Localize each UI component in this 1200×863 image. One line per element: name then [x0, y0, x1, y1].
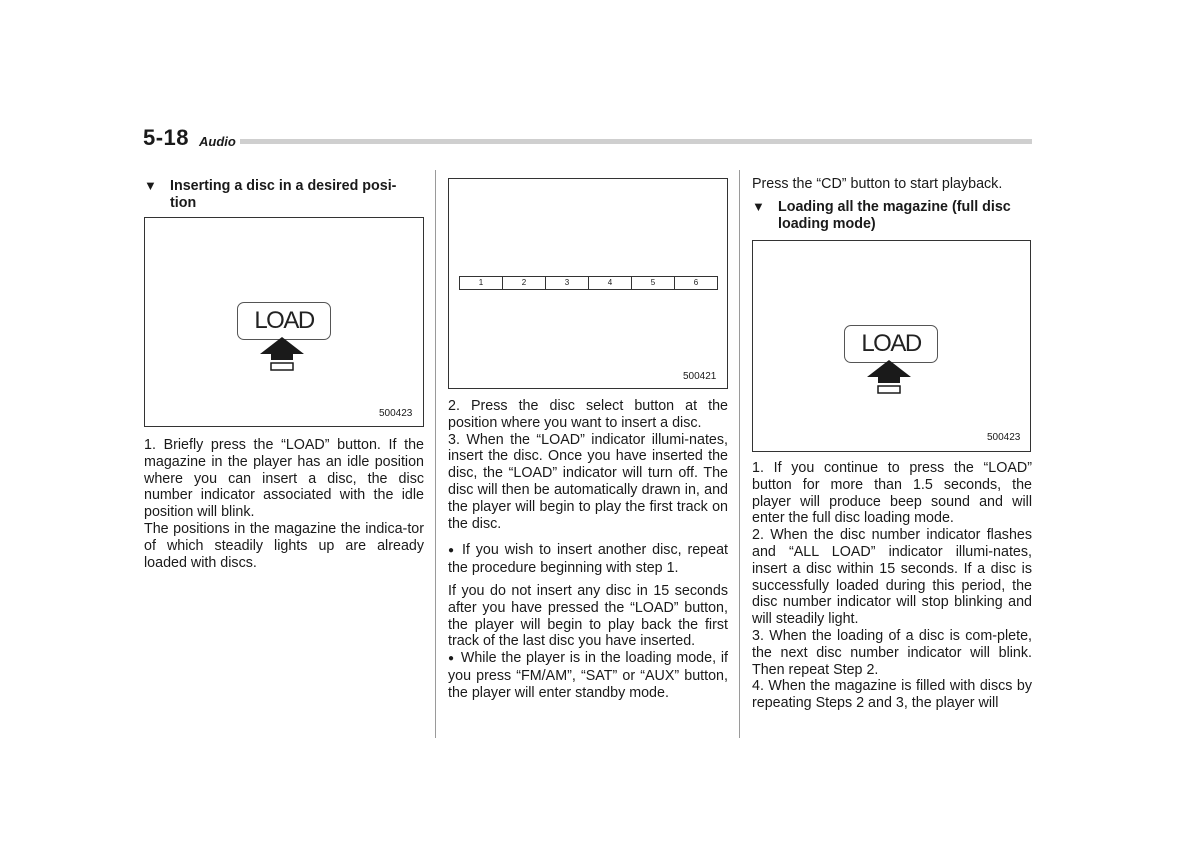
- column-1: [144, 178, 424, 212]
- header-rule: [240, 139, 1032, 144]
- figure-code: 500421: [683, 371, 717, 382]
- paragraph: 3. When the “LOAD” indicator illumi-nates, insert the disc. Once you have inserted the disc, the “LOAD” indicator will turn off. The disc will then be automatically drawn in, and the player will begin to play the first track on the disc.: [448, 431, 728, 532]
- paragraph: 4. When the magazine is filled with discs by repeating Steps 2 and 3, the player will: [752, 678, 1032, 712]
- figure-load-button: [144, 217, 424, 427]
- disc-slot-strip: [459, 276, 718, 290]
- heading-text: Inserting a disc in a desired posi- tion: [170, 178, 397, 211]
- up-arrow-icon: [864, 359, 914, 395]
- column-3: [752, 176, 1032, 232]
- section-title: Audio: [199, 134, 236, 149]
- paragraph: 2. When the disc number indicator flashes and “ALL LOAD” indicator illumi-nates, insert a disc within 15 seconds. If a disc is successfully loaded during this period, the disc number indicator will stop blinking and will steadily light.: [752, 527, 1032, 628]
- paragraph: 3. When the loading of a disc is com-plete, the next disc number indicator will blink. Then repeat Step 2.: [752, 627, 1032, 678]
- figure-load-button: [752, 240, 1031, 452]
- bullet-paragraph: [448, 650, 728, 701]
- disc-slot: 4: [589, 277, 632, 289]
- paragraph: The positions in the magazine the indica-tor of which steadily lights up are already loaded with discs.: [144, 520, 424, 571]
- figure-disc-slots: [448, 178, 728, 389]
- triangle-bullet-icon: ▼: [144, 178, 157, 193]
- figure-code: 500423: [379, 408, 413, 419]
- paragraph-text: While the player is in the loading mode, if you press “FM/AM”, “SAT” or “AUX” button, the player will enter standby mode.: [448, 650, 728, 701]
- column-2-body: [448, 398, 728, 702]
- paragraph: 1. Briefly press the “LOAD” button. If the magazine in the player has an idle position where you can insert a disc, the disc number indicator associated with the idle position will blink.: [144, 437, 424, 521]
- bullet-paragraph: [448, 542, 728, 577]
- figure-code: 500423: [987, 432, 1021, 443]
- section-heading: [752, 199, 1032, 233]
- load-button-illustration: LOAD: [237, 302, 331, 340]
- triangle-bullet-icon: ▼: [752, 198, 765, 214]
- section-heading: [144, 178, 424, 212]
- paragraph-text: If you wish to insert another disc, repeat the procedure beginning with step 1.: [448, 542, 728, 577]
- load-button-illustration: LOAD: [844, 325, 938, 363]
- paragraph: 1. If you continue to press the “LOAD” button for more than 1.5 seconds, the player will produce beep sound and will enter the full disc loading mode.: [752, 460, 1032, 527]
- bullet-icon: ●: [448, 545, 456, 557]
- disc-slot: 1: [460, 277, 503, 289]
- heading-text: Loading all the magazine (full disc loading mode): [778, 198, 1011, 232]
- bullet-icon: ●: [448, 653, 455, 665]
- column-divider: [739, 170, 740, 738]
- page-number: 5-18: [143, 125, 190, 150]
- column-1-body: [144, 437, 424, 571]
- disc-slot: 6: [693, 278, 699, 287]
- column-divider: [435, 170, 436, 738]
- paragraph: Press the “CD” button to start playback.: [752, 176, 1003, 192]
- disc-slot: 5: [632, 277, 675, 289]
- disc-slot: 3: [546, 277, 589, 289]
- column-3-body: [752, 460, 1032, 712]
- up-arrow-icon: [257, 336, 307, 372]
- disc-slot: 2: [503, 277, 546, 289]
- paragraph: 2. Press the disc select button at the position where you want to insert a disc.: [448, 398, 728, 431]
- paragraph: If you do not insert any disc in 15 seconds after you have pressed the “LOAD” button, the player will begin to play back the first track of the last disc you have inserted.: [448, 582, 728, 650]
